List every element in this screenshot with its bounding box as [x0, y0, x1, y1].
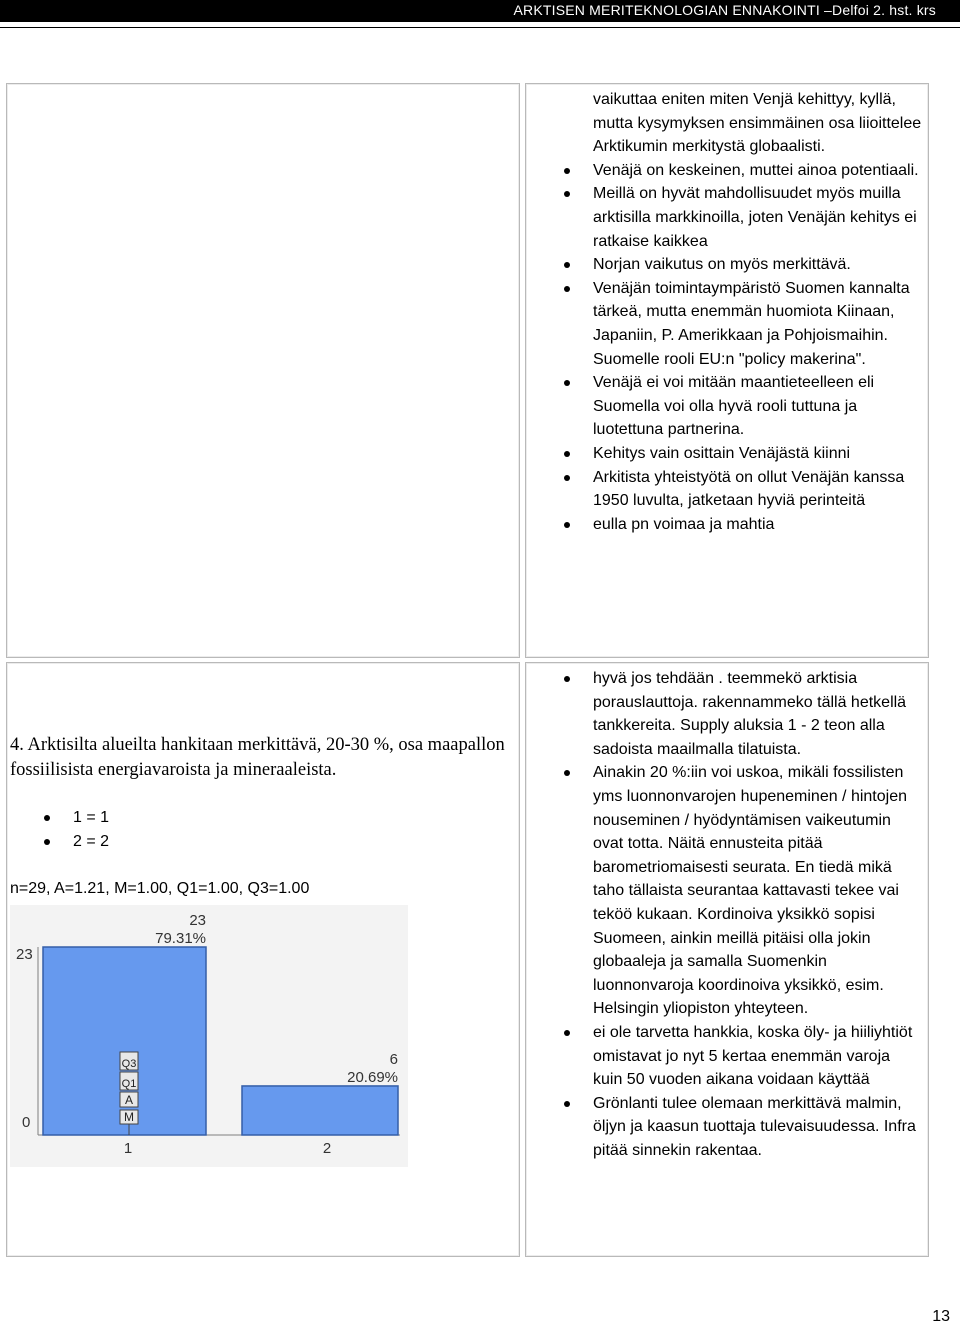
marker-label-a: A — [124, 1093, 134, 1107]
bullet-icon — [564, 1030, 570, 1036]
comment-item: Venäjän toimintaympäristö Suomen kannalta tärkeä, mutta enemmän huomiota Kiinaan, Japaniin, P. Amerikkaan ja Pohjoismaihin. Suomelle rooli EU:n "policy makerina". — [593, 277, 923, 371]
bar-chart — [10, 905, 408, 1167]
comment-item: Venäjä on keskeinen, muttei ainoa potentiaali. — [593, 159, 923, 183]
comment-item: hyvä jos tehdään . teemmekö arktisia porauslauttoja. rakennammeko tällä hetkellä tankkereita. Supply aluksia 1 - 2 teon alla sadoista maailmalla tilatuista. — [593, 667, 923, 761]
y-tick-label-min: 0 — [22, 1114, 31, 1131]
page-header — [0, 0, 960, 22]
comment-item: Venäjä ei voi mitään maantieteelleen eli Suomella voi olla hyvä rooli tuttuna ja luotettuna partnerina. — [593, 371, 923, 442]
comment-item: Ainakin 20 %:iin voi uskoa, mikäli fossilisten yms luonnonvarojen hupeneminen / hintojen nouseminen / hyödyntämisen vaikeutumin ovat totta. Näitä ennusteita pitää barometriomaisesti seurata. En tiedä mikä taho tällaista seurantaa kattavasti tekee vai teköö kukaan. Kordinoiva yksikkö sopisi Suomeen, ainkin meillä pitäisi olla jokin globaaleja ja samalla Suomenkin luonnonvaroja koordinoiva yksikkö, esim. Helsingin yliopiston yhteyteen. — [593, 761, 923, 1021]
marker-label-q1: Q1 — [121, 1078, 137, 1090]
table-cell-top-left — [6, 83, 520, 658]
marker-label-m: M — [124, 1110, 134, 1124]
bar-category-2 — [242, 1086, 398, 1135]
comment-list-bottom — [593, 667, 923, 1162]
answer-option: 1 = 1 — [73, 806, 273, 830]
bar-value-label-1: 23 — [189, 912, 206, 929]
comment-list-top — [593, 88, 923, 536]
comment-item: Kehitys vain osittain Venäjästä kiinni — [593, 442, 923, 466]
comment-item: Grönlanti tulee olemaan merkittävä malmin, öljyn ja kaasun tuottaja tulevaisuudessa. Infra pitää sinnekin rakentaa. — [593, 1092, 923, 1163]
bullet-icon — [564, 522, 570, 528]
y-tick-label-max: 23 — [16, 946, 33, 963]
header-title: ARKTISEN MERITEKNOLOGIAN ENNAKOINTI –Delfoi 2. hst. krs — [513, 2, 936, 18]
comment-item: vaikuttaa eniten miten Venjä kehittyy, kyllä, mutta kysymyksen ensimmäinen osa liioittelee Arktikumin merkitystä globaalisti. — [593, 91, 922, 156]
bullet-icon — [44, 815, 50, 821]
comment-item: Meillä on hyvät mahdollisuudet myös muilla arktisilla markkinoilla, joten Venäjän kehitys ei ratkaise kaikkea — [593, 182, 923, 253]
answer-option: 2 = 2 — [73, 830, 273, 854]
question-text: 4. Arktisilta alueilta hankitaan merkittävä, 20-30 %, osa maapallon fossiilisista energiavaroista ja mineraaleista. — [10, 735, 505, 780]
bullet-icon — [564, 286, 570, 292]
bullet-icon — [564, 676, 570, 682]
bullet-icon — [564, 168, 570, 174]
x-tick-label-2: 2 — [322, 1140, 332, 1157]
bullet-icon — [564, 475, 570, 481]
header-divider — [0, 27, 960, 28]
statistic-markers — [120, 1052, 138, 1135]
bar-percent-label-2: 20.69% — [347, 1068, 398, 1086]
bullet-icon — [44, 839, 50, 845]
x-tick-label-1: 1 — [123, 1140, 133, 1157]
bullet-icon — [564, 451, 570, 457]
marker-label-q3: Q3 — [121, 1058, 137, 1070]
statistics-line: n=29, A=1.21, M=1.00, Q1=1.00, Q3=1.00 — [10, 880, 310, 897]
page-number: 13 — [932, 1308, 950, 1325]
comment-item: eulla pn voimaa ja mahtia — [593, 513, 923, 537]
bar-percent-label-1: 79.31% — [155, 930, 206, 947]
answer-options — [73, 806, 273, 853]
comment-item: ei ole tarvetta hankkia, koska öly- ja hiiliyhtiöt omistavat jo nyt 5 kertaa enemmän varoja kuin 50 vuoden aikana voidaan käyttää — [593, 1021, 923, 1092]
bar-value-label-2: 6 — [389, 1050, 398, 1068]
comment-item: Norjan vaikutus on myös merkittävä. — [593, 253, 923, 277]
comment-item: Arkitista yhteistyötä on ollut Venäjän kanssa 1950 luvulta, jatketaan hyviä perinteitä — [593, 466, 923, 513]
bullet-icon — [564, 1101, 570, 1107]
